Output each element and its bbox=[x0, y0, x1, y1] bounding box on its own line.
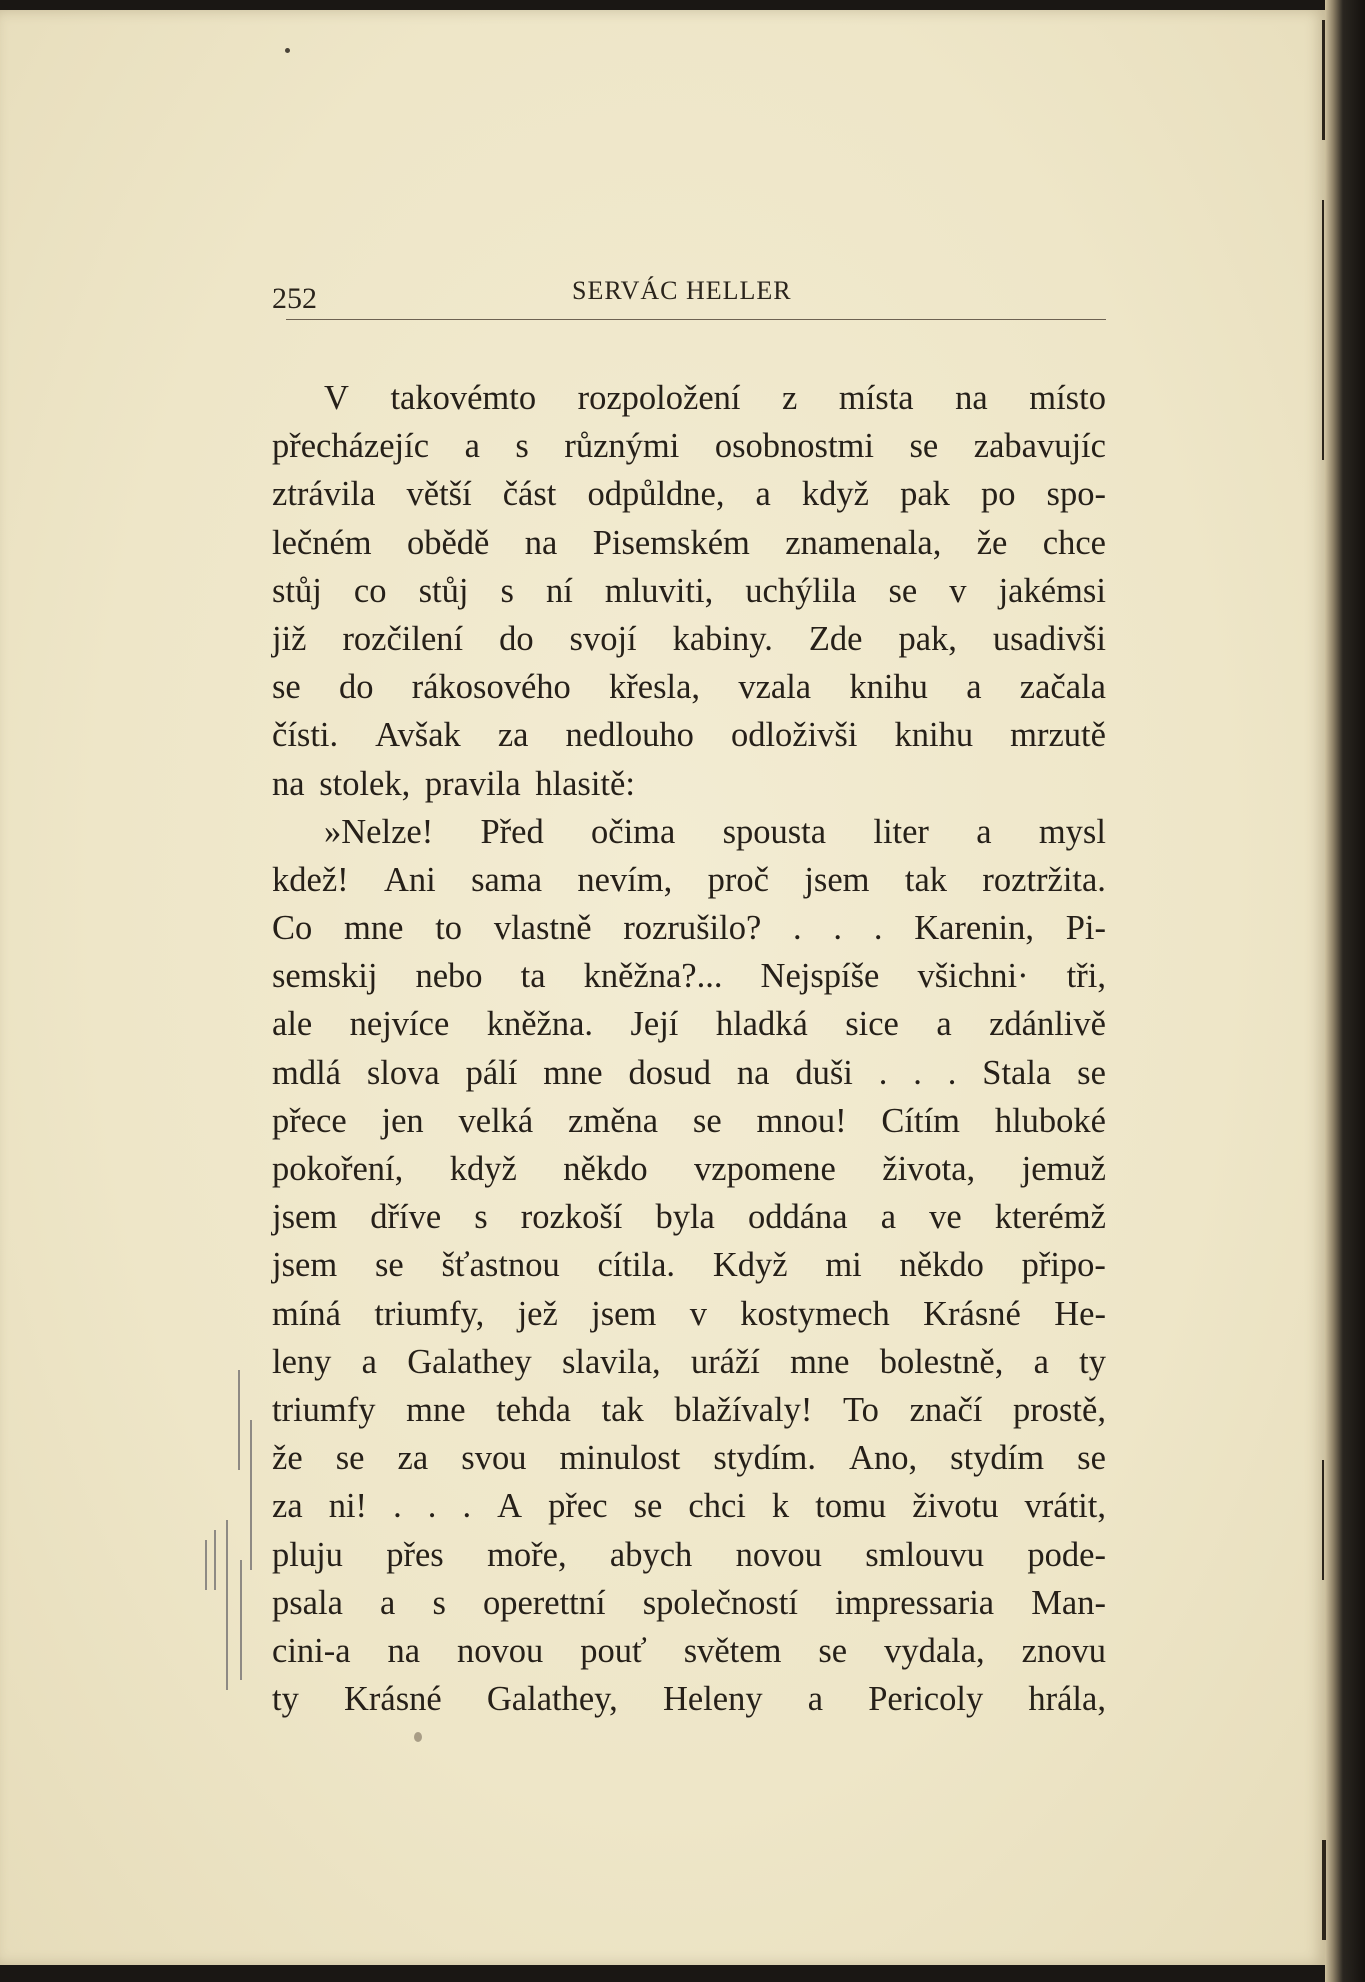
text-line: za ni! . . . A přec se chci k tomu životu vrátit, bbox=[272, 1487, 1106, 1526]
text-line: stůj co stůj s ní mluviti, uchýlila se v jakémsi bbox=[272, 571, 1106, 610]
text-line: se do rákosového křesla, vzala knihu a začala bbox=[272, 668, 1106, 707]
binding-mark bbox=[1322, 20, 1325, 140]
page-number: 252 bbox=[272, 282, 317, 315]
pencil-margin-mark bbox=[240, 1560, 242, 1680]
text-line: Co mne to vlastně rozrušilo? . . . Karenin, Pi- bbox=[272, 909, 1106, 948]
text-line: »Nelze! Před očima spousta liter a mysl bbox=[324, 812, 1106, 851]
binding-mark bbox=[1322, 1840, 1326, 1940]
pencil-margin-mark bbox=[226, 1520, 228, 1690]
text-line: čísti. Avšak za nedlouho odloživši knihu mrzutě bbox=[272, 716, 1106, 755]
text-line: ale nejvíce kněžna. Její hladká sice a zdánlivě bbox=[272, 1005, 1106, 1044]
text-line: přece jen velká změna se mnou! Cítím hluboké bbox=[272, 1101, 1106, 1140]
text-line: pluju přes moře, abych novou smlouvu pode- bbox=[272, 1535, 1106, 1574]
binding-mark bbox=[1322, 200, 1324, 460]
pencil-margin-mark bbox=[250, 1420, 252, 1570]
text-line: psala a s operettní společností impressaria Man- bbox=[272, 1583, 1106, 1622]
pencil-margin-mark bbox=[214, 1530, 216, 1590]
text-line: míná triumfy, jež jsem v kostymech Krásné He- bbox=[272, 1294, 1106, 1333]
text-line: lečném obědě na Pisemském znamenala, že chce bbox=[272, 523, 1106, 562]
text-line: přecházejíc a s různými osobnostmi se zabavujíc bbox=[272, 427, 1106, 466]
text-line: již rozčilení do svojí kabiny. Zde pak, usadivši bbox=[272, 619, 1106, 658]
binding-mark bbox=[1322, 1460, 1324, 1580]
text-line: na stolek, pravila hlasitě: bbox=[272, 764, 635, 803]
paragraph-2 bbox=[272, 808, 1106, 1724]
text-line: ztrávila větší část odpůldne, a když pak po spo- bbox=[272, 475, 1106, 514]
text-line: jsem dříve s rozkoší byla oddána a ve kterémž bbox=[272, 1198, 1106, 1237]
text-line: leny a Galathey slavila, uráží mne bolestně, a ty bbox=[272, 1342, 1106, 1381]
text-line: V takovémto rozpoložení z místa na místo bbox=[324, 379, 1106, 417]
ink-dot bbox=[414, 1732, 422, 1742]
text-line: jsem se šťastnou cítila. Když mi někdo připo- bbox=[272, 1246, 1106, 1285]
running-title: SERVÁC HELLER bbox=[572, 276, 792, 305]
paragraph-1 bbox=[272, 374, 1106, 808]
header-rule bbox=[286, 319, 1106, 320]
pencil-margin-mark bbox=[238, 1370, 240, 1470]
body-text bbox=[272, 374, 1106, 1723]
text-line: mdlá slova pálí mne dosud na duši . . . Stala se bbox=[272, 1053, 1106, 1092]
text-line: ty Krásné Galathey, Heleny a Pericoly hrála, bbox=[272, 1680, 1106, 1719]
text-line: kdež! Ani sama nevím, proč jsem tak roztržita. bbox=[272, 860, 1106, 899]
text-line: cini-a na novou pouť světem se vydala, znovu bbox=[272, 1631, 1106, 1670]
page-header bbox=[272, 272, 1104, 322]
text-line: pokoření, když někdo vzpomene života, jemuž bbox=[272, 1150, 1106, 1188]
pencil-margin-mark bbox=[205, 1540, 207, 1590]
text-line: semskij nebo ta kněžna?... Nejspíše všichni· tři, bbox=[272, 957, 1106, 996]
page-edge-shadow bbox=[1325, 0, 1365, 1982]
text-line: že se za svou minulost stydím. Ano, stydím se bbox=[272, 1439, 1106, 1478]
paper-speck bbox=[285, 48, 290, 53]
text-line: triumfy mne tehda tak blažívaly! To značí prostě, bbox=[272, 1390, 1106, 1429]
